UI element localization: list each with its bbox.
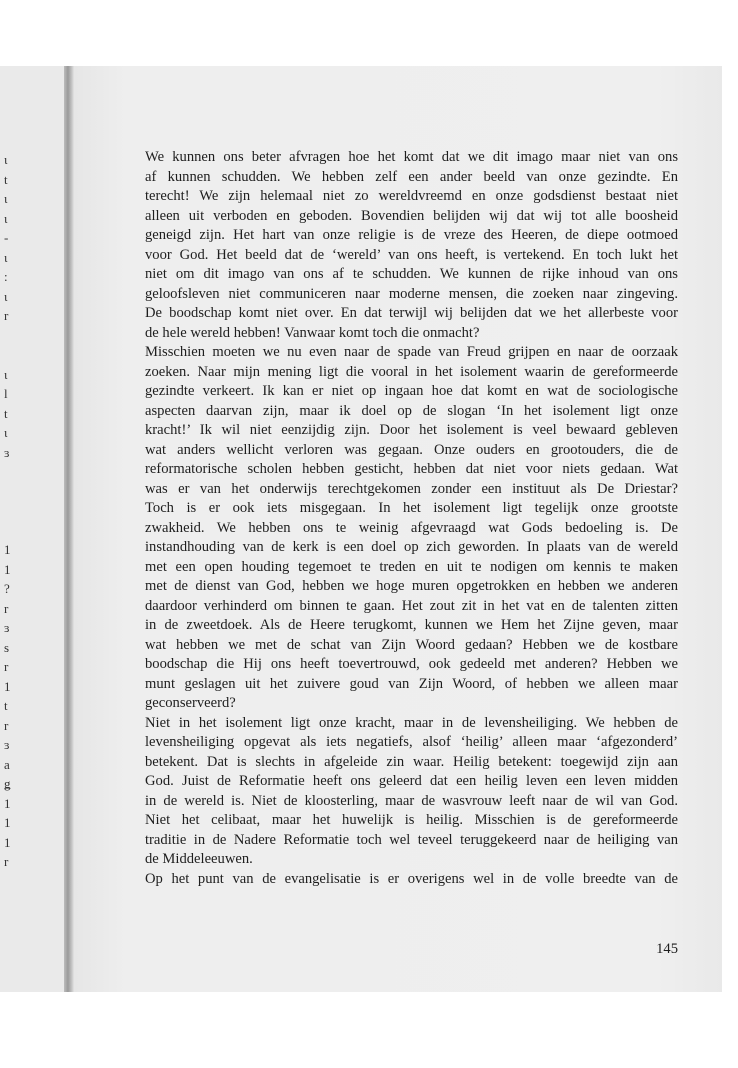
text-line: terecht! We zijn helemaal niet zo wereldvreemd en onze godsdienst bestaat niet	[145, 188, 678, 204]
text-line: in de wereld is. Niet de kloosterling, maar de wasvrouw leeft naar de wil van God.	[145, 792, 678, 809]
text-line: Op het punt van de evangelisatie is er overigens wel in de volle breedte van de	[145, 870, 678, 887]
text-line: betekent. Dat is slechts in afgeleide zin waar. Heilig betekent: toegewijd zijn aan	[145, 753, 678, 770]
text-line: zoeken. Naar mijn mening ligt die vooral in het isolement waarin de gereformeerde	[145, 363, 678, 380]
text-line: geloofsleven niet communiceren naar moderne mensen, die zoeken naar zingeving.	[145, 285, 678, 302]
margin-fragment: ι	[4, 249, 8, 265]
margin-fragment	[4, 345, 18, 365]
margin-fragment: r	[4, 308, 9, 323]
margin-fragment: 1	[4, 834, 11, 850]
page-number: 145	[656, 941, 678, 957]
left-page-edge	[0, 66, 64, 992]
text-line: alleen uit verboden en geboden. Bovendien belijden wij dat wij tot alle boosheid	[145, 207, 678, 224]
margin-fragment: t	[4, 698, 8, 713]
text-line: Niet in het isolement ligt onze kracht, maar in de levensheiliging. We hebben de	[145, 714, 678, 731]
text-line: wat anders wellicht verloren was gegaan. Onze ouders en grootouders, die de	[145, 441, 678, 458]
margin-fragment: ɜ	[4, 620, 10, 635]
margin-fragment: r	[4, 600, 9, 616]
text-line: zwakheid. We hebben ons te weinig afgevraagd wat Gods bedoeling is. De	[145, 519, 678, 536]
margin-fragment: a	[4, 756, 10, 772]
margin-fragment: ι	[4, 210, 8, 226]
margin-fragment: ɜ	[4, 444, 10, 460]
text-line: de Middeleeuwen.	[145, 851, 253, 867]
text-line: niet om dit imago van ons af te schudden. We kunnen de rijke inhoud van ons	[145, 266, 678, 282]
text-line: was er van het onderwijs terechtgekomen zonder een instituut als De Driestar?	[145, 480, 678, 497]
text-line: met een open houding tegemoet te treden en uit te nodigen om kennis te maken	[145, 558, 678, 575]
text-line: daardoor verhinderd om binnen te gaan. Het zout zit in het vat en de talenten zitten	[145, 597, 678, 614]
text-line: in de zweetdoek. Als de Heere terugkomt, kunnen we Hem het Zijne geven, maar	[145, 617, 678, 633]
text-line: We kunnen ons beter afvragen hoe het komt dat we dit imago maar niet van ons	[145, 149, 678, 165]
margin-fragment: 1	[4, 542, 11, 557]
margin-fragment: -	[4, 230, 9, 245]
text-line: wat hebben we met de schat van Zijn Woord gedaan? Hebben we de kostbare	[145, 636, 678, 653]
book-gutter	[64, 66, 74, 992]
margin-fragment: 1	[4, 678, 11, 694]
text-line: reformatorische scholen hebben gesticht, hebben dat niet voor niets gedaan. Wat	[145, 461, 678, 477]
margin-fragment: ι	[4, 366, 8, 382]
margin-fragment: ι	[4, 152, 8, 167]
margin-fragment: ι	[4, 191, 8, 206]
text-line: voor God. Het beeld dat de ‘wereld’ van ons heeft, is vertekend. En toch lukt het	[145, 246, 678, 263]
text-line: De boodschap komt niet over. En dat terwijl wij belijden dat we het allerbeste voor	[145, 305, 678, 321]
margin-fragment	[4, 482, 18, 502]
text-line: aspecten daarvan zijn, maar ik doel op de slogan ‘In het isolement ligt onze	[145, 402, 678, 419]
left-page-text-fragments	[4, 150, 18, 872]
margin-fragment: 1	[4, 561, 11, 577]
text-line: God. Juist de Reformatie heeft ons geleerd dat een heilig leven een leven midden	[145, 773, 678, 789]
text-line: geneigd zijn. Het hart van onze religie is de vreze des Heeren, de diepe ootmoed	[145, 227, 678, 243]
margin-fragment: ǥ	[4, 776, 11, 791]
margin-fragment: t	[4, 171, 8, 187]
margin-fragment: ?	[4, 581, 10, 596]
margin-fragment: r	[4, 717, 9, 733]
text-line: levensheiliging opgevat als iets negatiefs, alsof ‘heilig’ alleen maar ‘afgezonderd’	[145, 734, 678, 750]
text-line: boodschap die Hij ons heeft toevertrouwd, ook gedeeld met anderen? Hebben we	[145, 656, 678, 672]
text-line: met de dienst van God, hebben we hoge muren opgetrokken en hebben we anderen	[145, 578, 678, 594]
margin-fragment: ι	[4, 425, 8, 440]
margin-fragment: l	[4, 386, 8, 401]
text-line: Misschien moeten we nu even naar de spade van Freud grijpen en naar de oorzaak	[145, 344, 678, 360]
text-line: de hele wereld hebben! Vanwaar komt toch die onmacht?	[145, 324, 480, 341]
text-line: kracht!’ Ik wil niet eenzijdig zijn. Door het isolement is veel bewaard gebleven	[145, 422, 678, 438]
text-line: geconserveerd?	[145, 695, 236, 711]
margin-fragment: r	[4, 659, 9, 674]
text-line: gezindte verkeert. Ik kan er niet op ingaan hoe dat komt en wat de sociologische	[145, 383, 678, 399]
text-line: instandhouding van de kerk is een doel op zich geworden. In plaats van de wereld	[145, 539, 678, 555]
text-line: af kunnen schudden. We hebben zelf een ander beeld van onze gezindte. En	[145, 168, 678, 185]
margin-fragment: ι	[4, 288, 8, 304]
text-line: Niet het celibaat, maar het huwelijk is heilig. Misschien is de gereformeerde	[145, 812, 678, 828]
text-line: Toch is er ook iets misgegaan. In het isolement ligt tegelijk onze grootste	[145, 500, 678, 516]
margin-fragment: 1	[4, 795, 11, 811]
text-line: munt geslagen uit het zuivere goud van Zijn Woord, of hebben we alleen maar	[145, 675, 678, 692]
body-text	[145, 148, 678, 889]
margin-fragment	[4, 501, 18, 521]
margin-fragment: 1	[4, 815, 11, 830]
margin-fragment: r	[4, 854, 9, 869]
margin-fragment: t	[4, 405, 8, 421]
margin-fragment	[4, 326, 18, 346]
margin-fragment: ɜ	[4, 737, 10, 752]
margin-fragment: :	[4, 269, 8, 284]
text-line: traditie in de Nadere Reformatie toch wel teveel teruggekeerd naar de heiliging van	[145, 831, 678, 848]
margin-fragment	[4, 521, 18, 541]
margin-fragment	[4, 462, 18, 482]
margin-fragment: s	[4, 639, 10, 655]
